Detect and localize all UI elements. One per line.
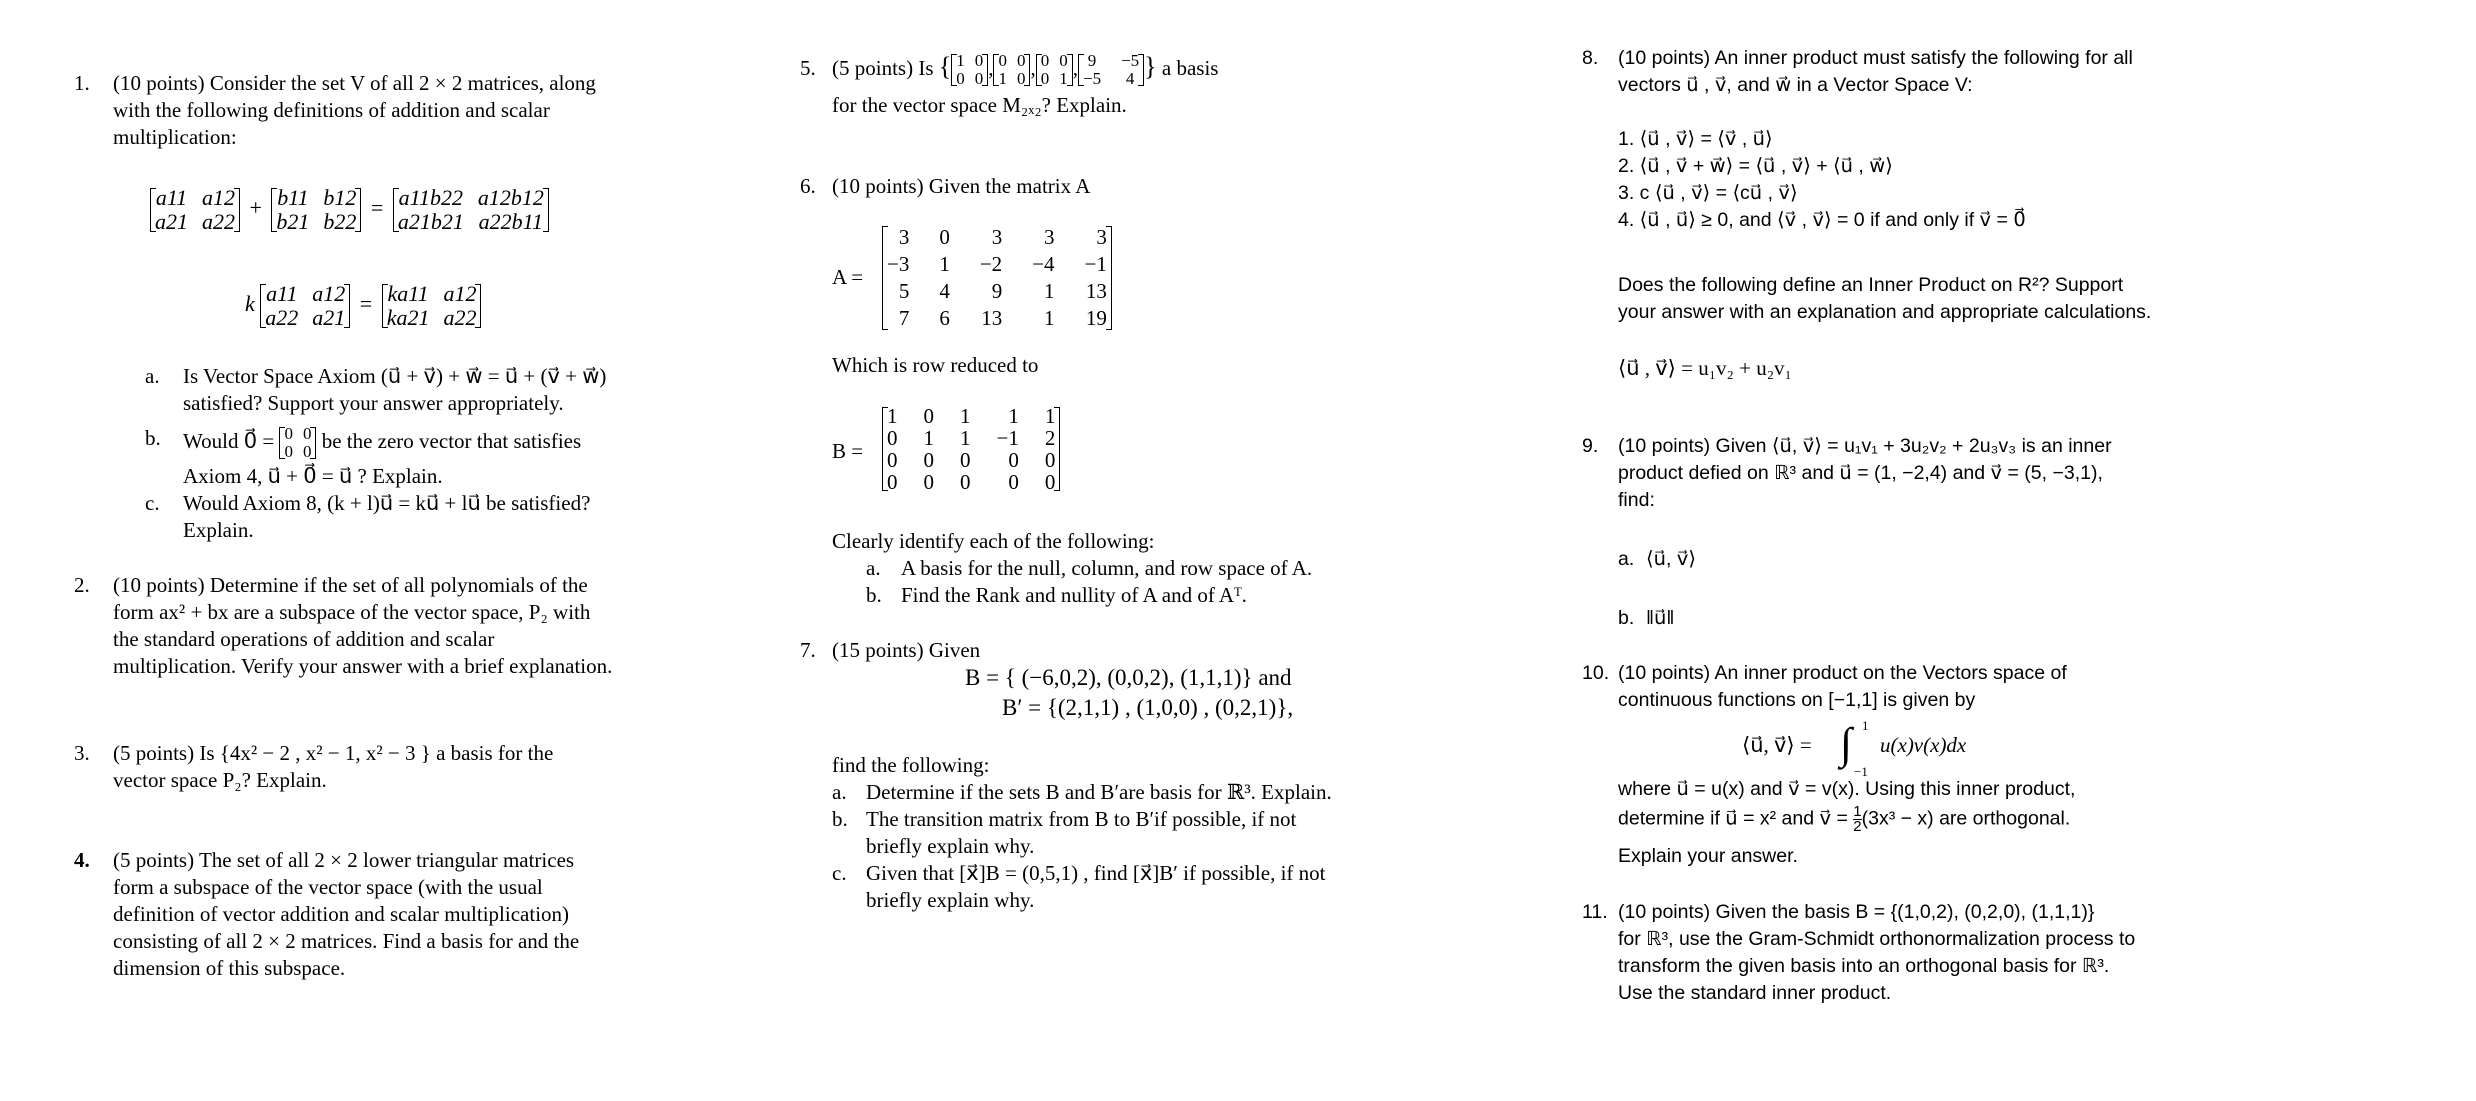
formula: ⟨u⃗ , v⃗⟩ = u₁v₂ + u₂v₁ bbox=[1618, 356, 1792, 380]
matrix-cell: 1 bbox=[923, 426, 934, 450]
question-number: 11. bbox=[1582, 901, 1608, 923]
matrix-cell: 1 bbox=[960, 426, 971, 450]
reduced-text: Which is row reduced to bbox=[832, 353, 1039, 377]
matrix-scalar-result: ka11 a12 ka21 a22 bbox=[382, 282, 482, 330]
matrix-cell: 0 bbox=[1008, 448, 1019, 472]
matrix-b bbox=[882, 405, 1060, 493]
matrix-cell: 0 bbox=[887, 426, 898, 450]
question-text-line: definition of vector addition and scalar multiplication) bbox=[113, 902, 570, 926]
question-text-line: form a subspace of the vector space (with the usual bbox=[113, 875, 543, 899]
zero-matrix: 0 0 0 0 bbox=[279, 425, 316, 461]
question-text-line: find: bbox=[1618, 489, 1655, 511]
matrix-cell: 9 bbox=[991, 279, 1003, 303]
question-text-line: (10 points) Determine if the set of all polynomials of the bbox=[113, 573, 588, 597]
part-label: b. bbox=[832, 807, 848, 831]
matrix-b-grid bbox=[882, 405, 1060, 493]
part-text: Given that [x⃗]B = (0,5,1) , find [x⃗]B′ if possible, if not bbox=[866, 861, 1326, 885]
matrix-cell: 0 bbox=[1044, 448, 1056, 472]
question-text-line: (10 points) An inner product on the Vectors space of bbox=[1618, 662, 2067, 684]
part-text: satisfied? Support your answer appropriately. bbox=[183, 391, 564, 415]
matrix-cell: 4 bbox=[939, 279, 950, 303]
basis-matrix-3: 0 0 0 1 bbox=[1036, 52, 1073, 88]
question-number: 10. bbox=[1582, 662, 1610, 684]
matrix-cell: 0 bbox=[939, 225, 950, 249]
part-text: Axiom 4, u⃗ + 0⃗ = u⃗ ? Explain. bbox=[183, 464, 443, 488]
basis-matrix-4: 9 −5 −5 4 bbox=[1078, 52, 1144, 88]
part-text: Is Vector Space Axiom (u⃗ + v⃗) + w⃗ = u⃗ + (v⃗ + w⃗) bbox=[183, 364, 607, 388]
question-text-line: with the following definitions of addition and scalar bbox=[113, 98, 550, 122]
question-text-line: the standard operations of addition and scalar bbox=[113, 627, 495, 651]
matrix-cell: 2 bbox=[1044, 426, 1056, 450]
matrix-a-label: A = bbox=[832, 265, 864, 289]
part-text: ‖u⃗‖ bbox=[1646, 607, 1675, 629]
part-label: a. bbox=[145, 364, 160, 388]
part-label: b. bbox=[1618, 607, 1635, 629]
question-text-line: your answer with an explanation and appropriate calculations. bbox=[1618, 301, 2152, 323]
question-text-line: transform the given basis into an orthogonal basis for ℝ³. bbox=[1618, 955, 2110, 977]
part-text: Would Axiom 8, (k + l)u⃗ = ku⃗ + lu⃗ be satisfied? bbox=[183, 491, 591, 515]
matrix-a-grid bbox=[882, 224, 1112, 332]
question-text-line: Use the standard inner product. bbox=[1618, 982, 1892, 1004]
question-number: 1. bbox=[74, 71, 90, 95]
question-number: 7. bbox=[800, 638, 816, 662]
part-label: a. bbox=[866, 556, 881, 580]
question-number: 2. bbox=[74, 573, 90, 597]
question-number: 5. bbox=[800, 56, 816, 80]
matrix-a: a11 a12 a21 a22 bbox=[150, 186, 240, 234]
question-text-line: product defied on ℝ³ and u⃗ = (1, −2,4) and v⃗ = (5, −3,1), bbox=[1618, 462, 2103, 484]
part-text: A basis for the null, column, and row space of A. bbox=[901, 556, 1313, 580]
matrix-cell: 3 bbox=[1096, 225, 1107, 249]
part-text: Find the Rank and nullity of A and of Aᵀ. bbox=[901, 583, 1247, 607]
question-text-line: vectors u⃗ , v⃗, and w⃗ in a Vector Space V: bbox=[1618, 74, 1973, 96]
fraction: $\frac{1}{2}$ bbox=[1853, 803, 1862, 835]
question-text-line: consisting of all 2 × 2 matrices. Find a basis for and the bbox=[113, 929, 580, 953]
matrix-sum-result: a11b22 a12b12 a21b21 a22b11 bbox=[393, 186, 549, 234]
part-label: a. bbox=[832, 780, 847, 804]
question-text-line: for the vector space M₂ₓ₂? Explain. bbox=[832, 93, 1127, 117]
matrix-cell: −4 bbox=[1032, 252, 1055, 276]
question-text-line: (5 points) The set of all 2 × 2 lower triangular matrices bbox=[113, 848, 575, 872]
question-text-line: Explain your answer. bbox=[1618, 845, 1798, 867]
question-text-line: for ℝ³, use the Gram-Schmidt orthonormalization process to bbox=[1618, 928, 2136, 950]
question-text-line: multiplication: bbox=[113, 125, 237, 149]
matrix-m: a11 a12 a22 a21 bbox=[260, 282, 350, 330]
matrix-cell: 3 bbox=[898, 225, 910, 249]
matrix-cell: −2 bbox=[979, 252, 1003, 276]
question-text-line: continuous functions on [−1,1] is given by bbox=[1618, 689, 1976, 711]
scalar-equation: k a11 a12 a22 a21 = ka11 a12 ka21 a22 bbox=[245, 282, 481, 330]
part-label: c. bbox=[145, 491, 160, 515]
set-b-line: B = { (−6,0,2), (0,0,2), (1,1,1)} and bbox=[965, 665, 1292, 690]
matrix-cell: 6 bbox=[939, 306, 950, 330]
part-label: a. bbox=[1618, 548, 1635, 570]
question-text-line: where u⃗ = u(x) and v⃗ = v(x). Using this inner product, bbox=[1618, 778, 2076, 800]
find-text: find the following: bbox=[832, 753, 990, 777]
question-text-line: dimension of this subspace. bbox=[113, 956, 346, 980]
question-text-line: determine if u⃗ = x² and v⃗ = $\frac{1}{2}$ (3x³ − x) are orthogonal. bbox=[1618, 803, 2071, 835]
basis-matrix-1: 1 0 0 0 bbox=[951, 52, 988, 88]
question-title: (15 points) Given bbox=[832, 638, 981, 662]
integral-sign: ∫ bbox=[1840, 719, 1853, 768]
question-text-line: (10 points) Given the basis B = {(1,0,2), (0,2,0), (1,1,1)} bbox=[1618, 901, 2095, 923]
question-text-line: Does the following define an Inner Product on R²? Support bbox=[1618, 274, 2124, 296]
part-text: Explain. bbox=[183, 518, 254, 542]
matrix-b: b11 b12 b21 b22 bbox=[271, 186, 361, 234]
question-title: (10 points) Given the matrix A bbox=[832, 174, 1091, 198]
axiom-line: 2. ⟨u⃗ , v⃗ + w⃗⟩ = ⟨u⃗ , v⃗⟩ + ⟨u⃗ , w⃗⟩ bbox=[1618, 155, 1893, 177]
matrix-cell: 13 bbox=[981, 306, 1003, 330]
matrix-cell: 0 bbox=[923, 404, 934, 428]
matrix-cell: 0 bbox=[923, 470, 934, 494]
question-text-line: form ax² + bx are a subspace of the vector space, P₂ with bbox=[113, 600, 591, 624]
identify-text: Clearly identify each of the following: bbox=[832, 529, 1155, 553]
question-number: 9. bbox=[1582, 435, 1599, 457]
matrix-cell: −1 bbox=[996, 426, 1019, 450]
matrix-cell: 1 bbox=[1008, 404, 1019, 428]
matrix-cell: 1 bbox=[960, 404, 971, 428]
matrix-cell: 1 bbox=[1044, 279, 1055, 303]
question-text-line: vector space P₂? Explain. bbox=[113, 768, 327, 792]
question-text-line: (5 points) Is { 1 0 0 0 , 0 0 1 0 , 0 0 0 1 , 9 −5 −5 4 } a basis bbox=[832, 51, 1219, 88]
axiom-line: 1. ⟨u⃗ , v⃗⟩ = ⟨v⃗ , u⃗⟩ bbox=[1618, 128, 1773, 150]
part-text: The transition matrix from B to B′if possible, if not bbox=[866, 807, 1297, 831]
question-number: 3. bbox=[74, 741, 90, 765]
matrix-cell: 0 bbox=[1044, 470, 1056, 494]
part-text: Would 0⃗ = 0 0 0 0 be the zero vector that satisfies bbox=[183, 424, 582, 461]
matrix-b-label: B = bbox=[832, 439, 864, 463]
question-text-line: (10 points) Given ⟨u⃗, v⃗⟩ = u₁v₁ + 3u₂v₂ + 2u₃v₃ is an inner bbox=[1618, 435, 2112, 457]
part-label: c. bbox=[832, 861, 847, 885]
matrix-cell: −1 bbox=[1084, 252, 1107, 276]
matrix-cell: 7 bbox=[898, 306, 910, 330]
axiom-line: 4. ⟨u⃗ , u⃗⟩ ≥ 0, and ⟨v⃗ , v⃗⟩ = 0 if and only if v⃗ = 0⃗ bbox=[1618, 209, 2026, 231]
matrix-cell: 0 bbox=[887, 470, 898, 494]
matrix-cell: 19 bbox=[1085, 306, 1107, 330]
matrix-cell: 0 bbox=[923, 448, 934, 472]
matrix-cell: 1 bbox=[939, 252, 950, 276]
matrix-cell: 0 bbox=[960, 470, 971, 494]
part-text: briefly explain why. bbox=[866, 834, 1035, 858]
question-text-line: (10 points) Consider the set V of all 2 × 2 matrices, along bbox=[113, 71, 596, 95]
matrix-cell: 3 bbox=[991, 225, 1003, 249]
part-label: b. bbox=[866, 583, 882, 607]
question-number: 4. bbox=[74, 848, 90, 872]
matrix-cell: 3 bbox=[1044, 225, 1055, 249]
matrix-cell: 1 bbox=[887, 404, 898, 428]
set-b-prime-line: B′ = {(2,1,1) , (1,0,0) , (0,2,1)}, bbox=[1002, 695, 1294, 720]
matrix-cell: 1 bbox=[1044, 404, 1056, 428]
part-text: briefly explain why. bbox=[866, 888, 1035, 912]
addition-equation: a11 a12 a21 a22 + b11 b12 b21 b22 = a11b22 a12b12 a21b21 a22b11 bbox=[150, 186, 549, 234]
question-text-line: (10 points) An inner product must satisfy the following for all bbox=[1618, 47, 2133, 69]
part-text: ⟨u⃗, v⃗⟩ bbox=[1646, 548, 1696, 570]
question-number: 8. bbox=[1582, 47, 1599, 69]
matrix-cell: 1 bbox=[1044, 306, 1055, 330]
matrix-cell: −3 bbox=[887, 252, 910, 276]
matrix-cell: 0 bbox=[960, 448, 971, 472]
question-text-line: multiplication. Verify your answer with a brief explanation. bbox=[113, 654, 613, 678]
matrix-a bbox=[882, 224, 1112, 332]
matrix-cell: 0 bbox=[1008, 470, 1019, 494]
axiom-line: 3. c ⟨u⃗ , v⃗⟩ = ⟨cu⃗ , v⃗⟩ bbox=[1618, 182, 1798, 204]
matrix-cell: 0 bbox=[887, 448, 898, 472]
matrix-cell: 5 bbox=[898, 279, 910, 303]
question-text-line: (5 points) Is {4x² − 2 , x² − 1, x² − 3 } a basis for the bbox=[113, 741, 554, 765]
question-number: 6. bbox=[800, 174, 816, 198]
matrix-cell: 13 bbox=[1085, 279, 1107, 303]
part-text: Determine if the sets B and B′are basis for ℝ³. Explain. bbox=[866, 780, 1332, 804]
part-label: b. bbox=[145, 426, 161, 450]
basis-matrix-2: 0 0 1 0 bbox=[993, 52, 1030, 88]
